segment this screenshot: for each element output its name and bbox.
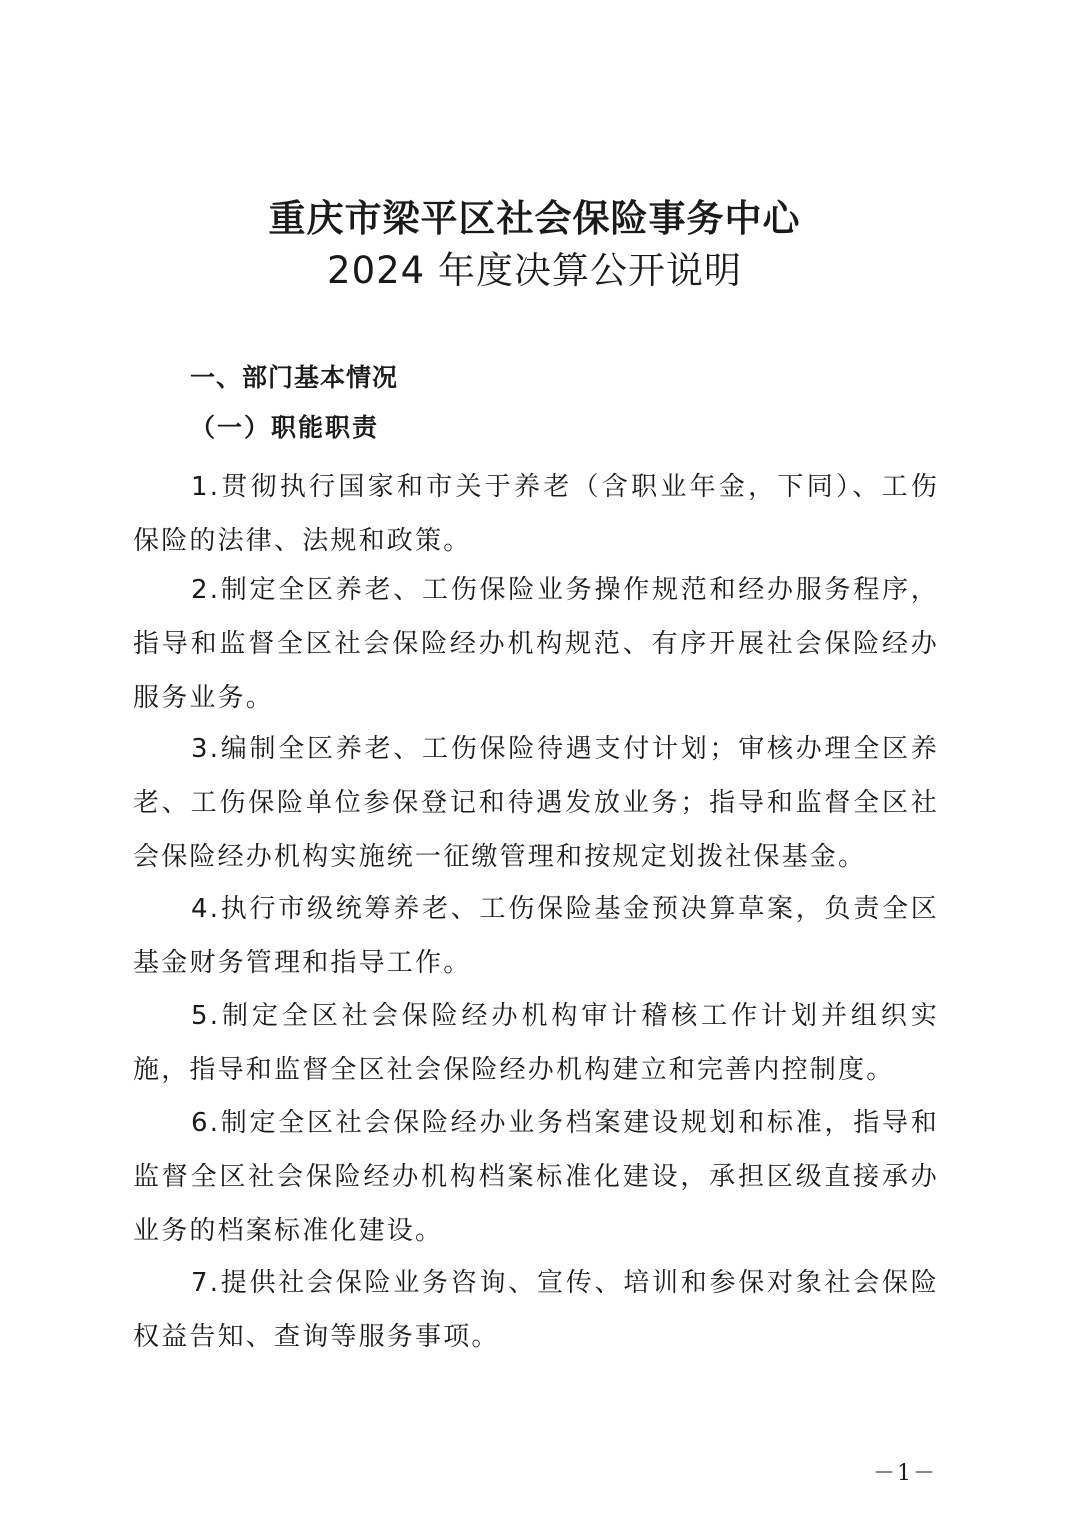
section-heading: 一、部门基本情况 (190, 363, 399, 392)
duty-paragraph-6: 6.制定全区社会保险经办业务档案建设规划和标准，指导和监督全区社会保险经办机构档案标准化建设，承担区级直接承办业务的档案标准化建设。 (133, 1108, 939, 1246)
duty-paragraph-7: 7.提供社会保险业务咨询、宣传、培训和参保对象社会保险权益告知、查询等服务事项。 (133, 1268, 939, 1352)
duty-paragraph-2: 2.制定全区养老、工伤保险业务操作规范和经办服务程序，指导和监督全区社会保险经办机构规范、有序开展社会保险经办服务业务。 (133, 575, 939, 713)
section-subheading: （一）职能职责 (190, 413, 380, 442)
document-title-line2: 2024 年度决算公开说明 (327, 249, 742, 292)
document-title-line1: 重庆市梁平区社会保险事务中心 (268, 196, 801, 240)
duty-paragraph-3: 3.编制全区养老、工伤保险待遇支付计划；审核办理全区养老、工伤保险单位参保登记和待遇发放业务；指导和监督全区社会保险经办机构实施统一征缴管理和按规定划拨社保基金。 (133, 734, 939, 872)
duty-paragraph-4: 4.执行市级统筹养老、工伤保险基金预决算草案，负责全区基金财务管理和指导工作。 (133, 894, 939, 978)
duty-paragraph-1: 1.贯彻执行国家和市关于养老（含职业年金，下同）、工伤保险的法律、法规和政策。 (133, 472, 939, 556)
page-number: －1－ (873, 1461, 937, 1486)
duty-paragraph-5: 5.制定全区社会保险经办机构审计稽核工作计划并组织实施，指导和监督全区社会保险经办机构建立和完善内控制度。 (133, 1001, 939, 1085)
